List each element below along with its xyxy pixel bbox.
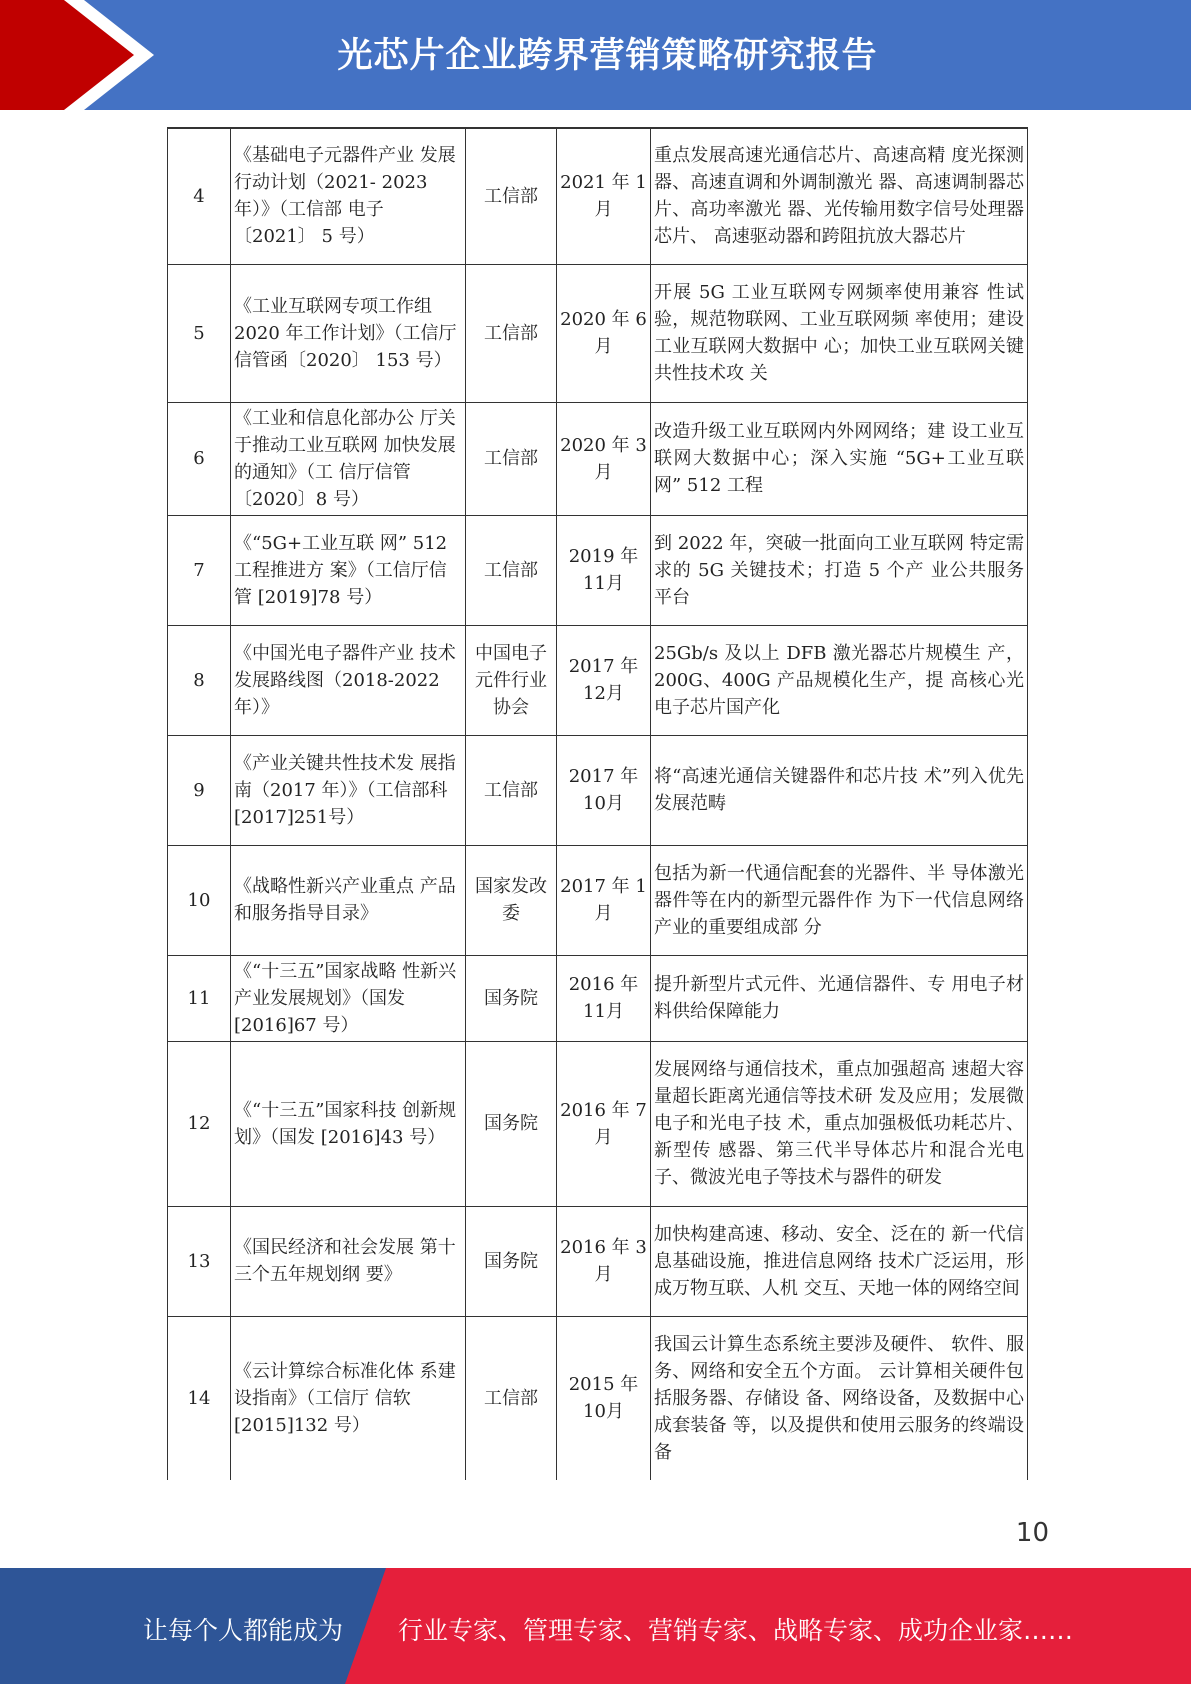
policy-content: 加快构建高速、移动、安全、泛在的 新一代信息基础设施，推进信息网络 技术广泛运用，形成万物互联、人机 交互、天地一体的网络空间 bbox=[651, 1206, 1028, 1316]
row-number: 5 bbox=[168, 264, 231, 402]
table-row bbox=[168, 955, 1028, 1041]
policy-document: 《云计算综合标准化体 系建设指南》（工信厅 信软[2015]132 号） bbox=[231, 1316, 466, 1480]
table-row bbox=[168, 1206, 1028, 1316]
row-number: 10 bbox=[168, 845, 231, 955]
table-row bbox=[168, 264, 1028, 402]
policy-document: 《“5G+工业互联 网” 512 工程推进方 案》（工信厅信管 [2019]78 号） bbox=[231, 515, 466, 625]
row-number: 14 bbox=[168, 1316, 231, 1480]
policy-document: 《国民经济和社会发展 第十三个五年规划纲 要》 bbox=[231, 1206, 466, 1316]
policy-table bbox=[167, 127, 1028, 1480]
policy-content: 我国云计算生态系统主要涉及硬件、 软件、服务、网络和安全五个方面。 云计算相关硬件包括服务器、存储设 备、网络设备，及数据中心成套装备 等，以及提供和使用云服务的终端设 备 bbox=[651, 1316, 1028, 1480]
header-banner bbox=[0, 0, 1191, 110]
policy-content: 到 2022 年，突破一批面向工业互联网 特定需求的 5G 关键技术；打造 5 个产 业公共服务平台 bbox=[651, 515, 1028, 625]
issuing-department: 国务院 bbox=[466, 955, 557, 1041]
policy-content: 25Gb/s 及以上 DFB 激光器芯片规模生 产，200G、400G 产品规模化生产，提 高核心光电子芯片国产化 bbox=[651, 625, 1028, 735]
issuing-department: 中国电子元件行业协会 bbox=[466, 625, 557, 735]
issuing-department: 工信部 bbox=[466, 735, 557, 845]
issuing-department: 国家发改委 bbox=[466, 845, 557, 955]
issuing-department: 工信部 bbox=[466, 402, 557, 515]
row-number: 13 bbox=[168, 1206, 231, 1316]
issue-date: 2021 年 1月 bbox=[557, 128, 651, 264]
table-row bbox=[168, 402, 1028, 515]
policy-document: 《产业关键共性技术发 展指南（2017 年）》（工信部科[2017]251号） bbox=[231, 735, 466, 845]
footer-slogan-right: 行业专家、管理专家、营销专家、战略专家、成功企业家…… bbox=[398, 1616, 1074, 1645]
policy-document: 《工业互联网专项工作组 2020 年工作计划》（工信厅信管函〔2020〕 153 号） bbox=[231, 264, 466, 402]
row-number: 6 bbox=[168, 402, 231, 515]
issuing-department: 工信部 bbox=[466, 264, 557, 402]
issuing-department: 工信部 bbox=[466, 128, 557, 264]
row-number: 7 bbox=[168, 515, 231, 625]
table-row bbox=[168, 845, 1028, 955]
row-number: 9 bbox=[168, 735, 231, 845]
policy-content: 开展 5G 工业互联网专网频率使用兼容 性试验，规范物联网、工业互联网频 率使用；建设工业互联网大数据中 心；加快工业互联网关键共性技术攻 关 bbox=[651, 264, 1028, 402]
footer-banner bbox=[0, 1568, 1191, 1684]
row-number: 11 bbox=[168, 955, 231, 1041]
table-row bbox=[168, 735, 1028, 845]
footer-slogan-left: 让每个人都能成为 bbox=[143, 1616, 344, 1645]
policy-document: 《“十三五”国家战略 性新兴产业发展规划》（国发[2016]67 号） bbox=[231, 955, 466, 1041]
issue-date: 2020 年 6月 bbox=[557, 264, 651, 402]
issue-date: 2016 年 7月 bbox=[557, 1041, 651, 1206]
row-number: 4 bbox=[168, 128, 231, 264]
issue-date: 2019 年 11月 bbox=[557, 515, 651, 625]
issue-date: 2017 年 12月 bbox=[557, 625, 651, 735]
policy-document: 《工业和信息化部办公 厅关于推动工业互联网 加快发展的通知》（工 信厅信管〔2020〕8 号） bbox=[231, 402, 466, 515]
table-row bbox=[168, 1316, 1028, 1480]
row-number: 12 bbox=[168, 1041, 231, 1206]
policy-content: 提升新型片式元件、光通信器件、专 用电子材料供给保障能力 bbox=[651, 955, 1028, 1041]
issue-date: 2017 年 10月 bbox=[557, 735, 651, 845]
table-row bbox=[168, 1041, 1028, 1206]
policy-content: 包括为新一代通信配套的光器件、半 导体激光器件等在内的新型元器件作 为下一代信息网络产业的重要组成部 分 bbox=[651, 845, 1028, 955]
policy-content: 重点发展高速光通信芯片、高速高精 度光探测器、高速直调和外调制激光 器、高速调制器芯片、高功率激光 器、光传输用数字信号处理器芯片、 高速驱动器和跨阻抗放大器芯片 bbox=[651, 128, 1028, 264]
issue-date: 2016 年 3月 bbox=[557, 1206, 651, 1316]
issue-date: 2016 年 11月 bbox=[557, 955, 651, 1041]
issuing-department: 工信部 bbox=[466, 1316, 557, 1480]
policy-content: 将“高速光通信关键器件和芯片技 术”列入优先发展范畴 bbox=[651, 735, 1028, 845]
policy-document: 《中国光电子器件产业 技术发展路线图（2018-2022 年）》 bbox=[231, 625, 466, 735]
policy-document: 《“十三五”国家科技 创新规划》（国发 [2016]43 号） bbox=[231, 1041, 466, 1206]
issuing-department: 国务院 bbox=[466, 1206, 557, 1316]
policy-document: 《战略性新兴产业重点 产品和服务指导目录》 bbox=[231, 845, 466, 955]
policy-content: 改造升级工业互联网内外网网络；建 设工业互联网大数据中心；深入实施 “5G+工业互联网” 512 工程 bbox=[651, 402, 1028, 515]
policy-content: 发展网络与通信技术，重点加强超高 速超大容量超长距离光通信等技术研 发及应用；发展微电子和光电子技 术，重点加强极低功耗芯片、新型传 感器、第三代半导体芯片和混合光电 子、微波光电子等技术与器件的研发 bbox=[651, 1041, 1028, 1206]
table-row bbox=[168, 128, 1028, 264]
row-number: 8 bbox=[168, 625, 231, 735]
page-title: 光芯片企业跨界营销策略研究报告 bbox=[337, 36, 878, 76]
table-row bbox=[168, 515, 1028, 625]
policy-document: 《基础电子元器件产业 发展行动计划（2021- 2023 年）》（工信部 电子〔2021〕 5 号） bbox=[231, 128, 466, 264]
issue-date: 2020 年 3月 bbox=[557, 402, 651, 515]
issuing-department: 工信部 bbox=[466, 515, 557, 625]
page-number: 10 bbox=[1015, 1518, 1049, 1548]
issuing-department: 国务院 bbox=[466, 1041, 557, 1206]
issue-date: 2017 年 1月 bbox=[557, 845, 651, 955]
issue-date: 2015 年 10月 bbox=[557, 1316, 651, 1480]
table-row bbox=[168, 625, 1028, 735]
